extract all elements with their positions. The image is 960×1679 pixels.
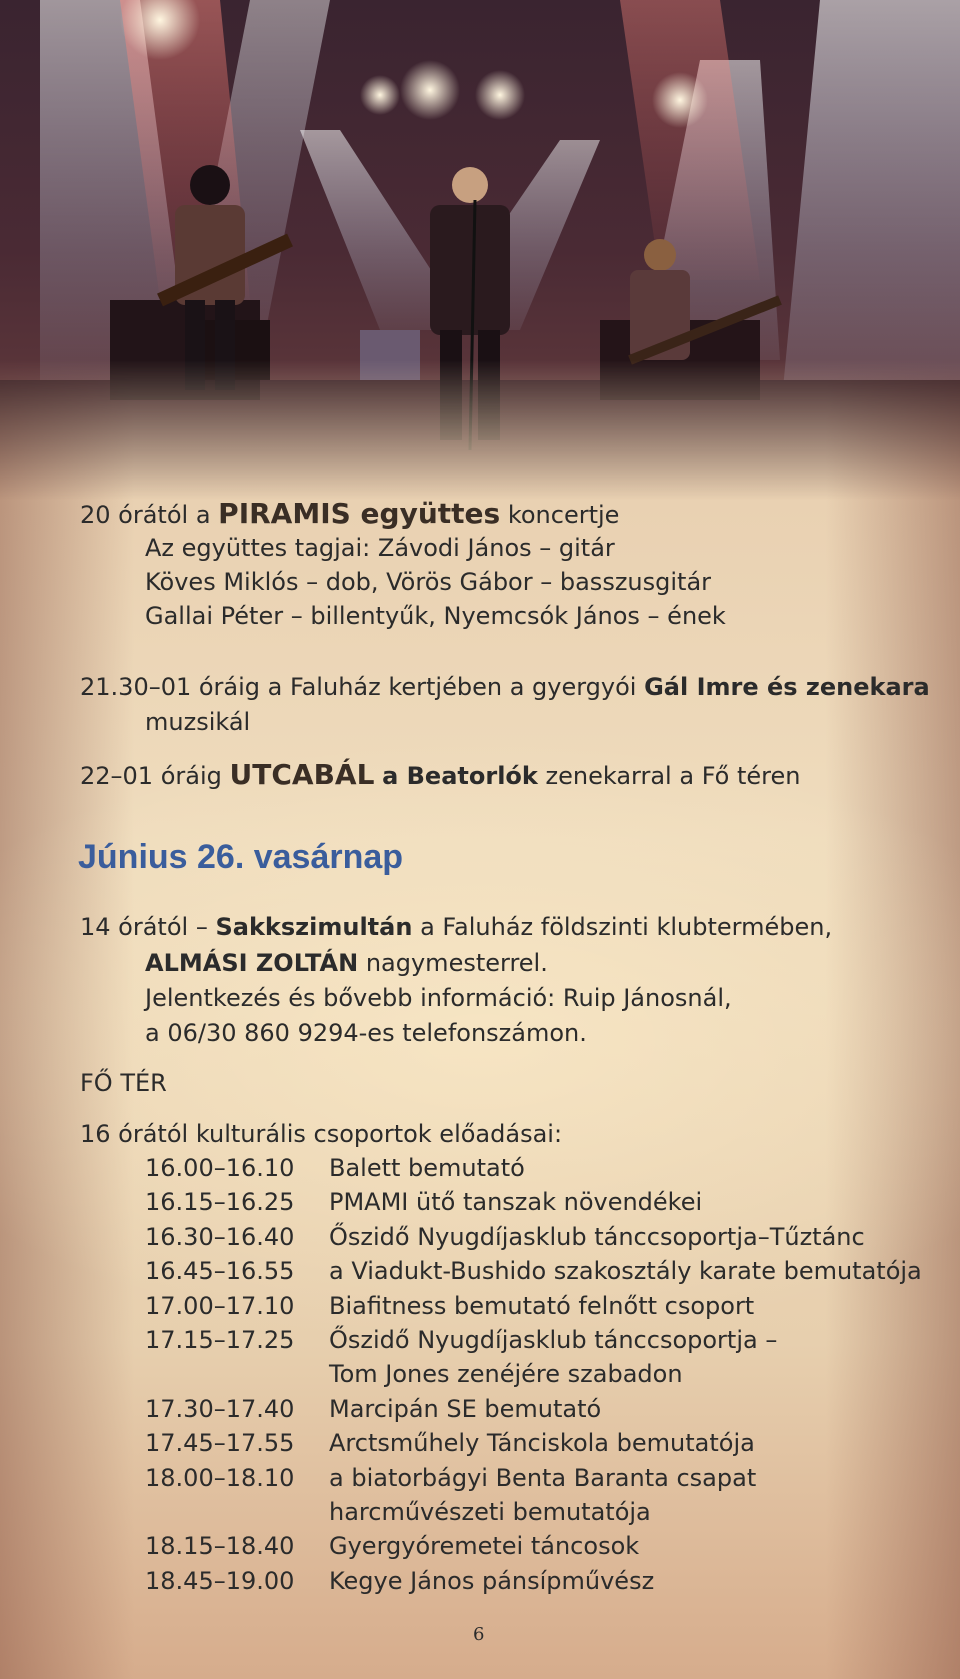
chess-title: Sakkszimultán [215, 913, 413, 941]
schedule-desc: Marcipán SE bemutató [329, 1395, 602, 1423]
event2-band: Gál Imre és zenekara [644, 673, 930, 701]
schedule-desc: Őszidő Nyugdíjasklub tánccsoportja – [329, 1326, 778, 1354]
program-intro: 16 órától kulturális csoportok előadásai: [80, 1120, 563, 1148]
square-label: FŐ TÉR [80, 1069, 167, 1097]
event1-prefix: 20 órától a [80, 501, 211, 529]
day-heading: Június 26. vasárnap [78, 838, 404, 876]
chess-line [80, 912, 832, 942]
chess-suffix: a Faluház földszinti klubtermében, [420, 913, 833, 941]
schedule-desc: Biafitness bemutató felnőtt csoport [329, 1292, 755, 1320]
event1-line [80, 499, 619, 530]
chess-prefix: 14 órától – [80, 913, 208, 941]
schedule-desc: a Viadukt-Bushido szakosztály karate bemutatója [329, 1257, 922, 1285]
event1-band: PIRAMIS együttes [218, 497, 501, 530]
page-number: 6 [473, 1624, 485, 1645]
event1-members-2: Köves Miklós – dob, Vörös Gábor – basszusgitár [145, 568, 712, 596]
chess-master: ALMÁSI ZOLTÁN [145, 949, 359, 977]
concert-stage-photo-icon [0, 0, 960, 500]
schedule-desc: Őszidő Nyugdíjasklub tánccsoportja–Tűztánc [329, 1223, 865, 1251]
chess-master-suffix: nagymesterrel. [365, 949, 548, 977]
event1-members-1: Az együttes tagjai: Závodi János – gitár [145, 534, 615, 562]
event3-line [80, 760, 800, 791]
schedule-desc: harcművészeti bemutatója [329, 1498, 651, 1526]
schedule-time: 18.15–18.40 [145, 1532, 295, 1560]
chess-info-2: a 06/30 860 9294-es telefonszámon. [145, 1019, 587, 1047]
schedule-time: 17.30–17.40 [145, 1395, 295, 1423]
schedule-desc: Gyergyóremetei táncosok [329, 1532, 640, 1560]
schedule-desc: Kegye János pánsípművész [329, 1567, 655, 1595]
event3-title: UTCABÁL [229, 758, 375, 791]
event2-prefix: 21.30–01 óráig a Faluház kertjében a gyergyói [80, 673, 637, 701]
schedule-desc: PMAMI ütő tanszak növendékei [329, 1188, 703, 1216]
event3-prefix: 22–01 óráig [80, 762, 222, 790]
schedule-time: 17.00–17.10 [145, 1292, 295, 1320]
event1-members-3: Gallai Péter – billentyűk, Nyemcsók János – ének [145, 602, 726, 630]
event2-suffix: muzsikál [145, 708, 251, 736]
schedule-time: 18.45–19.00 [145, 1567, 295, 1595]
chess-master-line [145, 948, 548, 978]
schedule-desc: Tom Jones zenéjére szabadon [329, 1360, 683, 1388]
event1-suffix: koncertje [507, 501, 620, 529]
schedule-desc: Arctsműhely Tánciskola bemutatója [329, 1429, 755, 1457]
schedule-time: 18.00–18.10 [145, 1464, 295, 1492]
chess-info-1: Jelentkezés és bővebb információ: Ruip Jánosnál, [145, 984, 732, 1012]
schedule-time: 17.15–17.25 [145, 1326, 295, 1354]
event2-line [80, 672, 930, 702]
schedule-time: 16.30–16.40 [145, 1223, 295, 1251]
schedule-desc: Balett bemutató [329, 1154, 525, 1182]
schedule-time: 16.00–16.10 [145, 1154, 295, 1182]
event3-band: a Beatorlók [382, 762, 538, 790]
schedule-desc: a biatorbágyi Benta Baranta csapat [329, 1464, 757, 1492]
event3-suffix: zenekarral a Fő téren [545, 762, 801, 790]
schedule-time: 16.45–16.55 [145, 1257, 295, 1285]
concert-photo [0, 0, 960, 500]
schedule-time: 17.45–17.55 [145, 1429, 295, 1457]
schedule-time: 16.15–16.25 [145, 1188, 295, 1216]
